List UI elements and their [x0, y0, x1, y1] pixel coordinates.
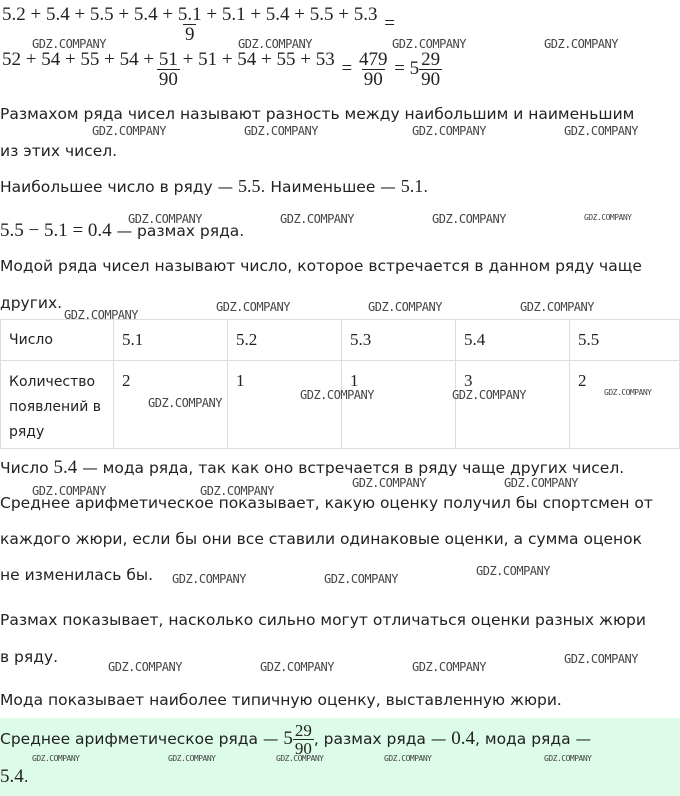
mode-result-text-1: Число [0, 459, 54, 477]
watermark: GDZ.COMPANY [168, 754, 216, 763]
mean-meaning-line-3: не изменилась бы. [0, 566, 154, 584]
answer-text-4: . [23, 768, 29, 786]
watermark: GDZ.COMPANY [108, 660, 182, 674]
watermark: GDZ.COMPANY [604, 388, 652, 397]
table-header-count-line-1: Количество [9, 374, 96, 390]
table-header-count-line-2: появлений в [9, 399, 102, 415]
watermark: GDZ.COMPANY [280, 212, 354, 226]
table-cell-number: 5.2 [228, 320, 342, 361]
mode-result-text-2: — мода ряда, так как оно встречается в ряду чаще других чисел. [77, 459, 625, 477]
mean-integer-numerator: 52 + 54 + 55 + 54 + 51 + 51 + 54 + 55 + 53 [2, 49, 335, 70]
mean-decimal-denominator: 9 [184, 24, 195, 45]
answer-range-value: 0.4 [451, 728, 476, 749]
table-cell-count: 1 [228, 361, 342, 449]
table-cell-count: 1 [342, 361, 456, 449]
watermark: GDZ.COMPANY [384, 754, 432, 763]
table-cell-count: 3 [456, 361, 570, 449]
watermark: GDZ.COMPANY [564, 652, 638, 666]
improper-denominator: 90 [363, 69, 383, 90]
equals-sign: = [394, 57, 405, 79]
mean-decimal-numerator: 5.2 + 5.4 + 5.5 + 5.4 + 5.1 + 5.1 + 5.4 + 5.5 + 5.3 [2, 4, 378, 25]
max-min-text-1: Наибольшее число в ряду — [0, 178, 239, 196]
mean-meaning-line-1: Среднее арифметическое показывает, какую оценку получил бы спортсмен от [0, 494, 653, 512]
mode-meaning-line: Мода показывает наиболее типичную оценку, выставленную жюри. [0, 691, 562, 709]
table-header-count [1, 361, 114, 449]
min-value: 5.1 [400, 176, 424, 196]
answer-mean-numerator: 29 [294, 721, 312, 740]
range-calc-text: — размах ряда. [111, 222, 245, 240]
watermark: GDZ.COMPANY [276, 754, 324, 763]
range-definition-line-1: Размахом ряда чисел называют разность между наибольшим и наименьшим [0, 105, 635, 123]
watermark: GDZ.COMPANY [520, 300, 594, 314]
mode-result-paragraph [0, 457, 624, 479]
watermark: GDZ.COMPANY [216, 300, 290, 314]
watermark: GDZ.COMPANY [504, 476, 578, 490]
range-expression: 5.5 − 5.1 = 0.4 [0, 220, 112, 241]
watermark: GDZ.COMPANY [238, 37, 312, 51]
equation-mean-integer [0, 50, 442, 89]
watermark: GDZ.COMPANY [324, 572, 398, 586]
answer-text-3: , мода ряда — [475, 730, 592, 748]
equals-sign: = [341, 57, 353, 79]
max-min-text-2: . Наименьшее — [260, 178, 401, 196]
watermark: GDZ.COMPANY [32, 37, 106, 51]
range-meaning-line-2: в ряду. [0, 648, 59, 666]
answer-line-2 [0, 766, 29, 788]
mixed-fraction [419, 50, 442, 89]
answer-text-1: Среднее арифметическое ряда — [0, 730, 284, 748]
table-cell-number: 5.3 [342, 320, 456, 361]
watermark: GDZ.COMPANY [544, 37, 618, 51]
watermark: GDZ.COMPANY [148, 396, 222, 410]
range-calc-paragraph [0, 220, 244, 242]
mode-definition-line-1: Модой ряда чисел называют число, которое встречается в данном ряду чаще [0, 257, 642, 275]
mixed-whole: 5 [409, 57, 420, 79]
watermark: GDZ.COMPANY [244, 124, 318, 138]
range-meaning-line-1: Размах показывает, насколько сильно могут отличаться оценки разных жюри [0, 611, 646, 629]
table-row-numbers [1, 320, 680, 361]
watermark: GDZ.COMPANY [584, 213, 632, 222]
max-min-paragraph [0, 176, 428, 197]
table-cell-count: 2 [114, 361, 228, 449]
answer-text-2: , размах ряда — [313, 730, 452, 748]
improper-numerator: 479 [358, 49, 388, 70]
watermark: GDZ.COMPANY [392, 37, 466, 51]
equation-mean-decimal [0, 5, 395, 44]
watermark: GDZ.COMPANY [368, 300, 442, 314]
max-min-text-3: . [423, 178, 429, 196]
mean-meaning-line-2: каждого жюри, если бы они все ставили одинаковые оценки, а сумма оценок [0, 530, 643, 548]
watermark: GDZ.COMPANY [300, 388, 374, 402]
table-cell-number: 5.5 [570, 320, 680, 361]
watermark: GDZ.COMPANY [32, 484, 106, 498]
mean-integer-fraction [0, 50, 337, 89]
table-cell-number: 5.1 [114, 320, 228, 361]
answer-mean-denominator: 90 [294, 739, 312, 758]
answer-block [0, 718, 680, 796]
improper-fraction [357, 50, 390, 89]
mean-decimal-fraction [0, 5, 379, 44]
watermark: GDZ.COMPANY [544, 754, 592, 763]
answer-mean-fraction [293, 722, 314, 757]
watermark: GDZ.COMPANY [200, 484, 274, 498]
range-definition-line-2: из этих чисел. [0, 142, 118, 160]
watermark: GDZ.COMPANY [260, 660, 334, 674]
answer-mode-value: 5.4 [0, 766, 24, 787]
watermark: GDZ.COMPANY [128, 212, 202, 226]
mode-value: 5.4 [53, 457, 78, 478]
watermark: GDZ.COMPANY [172, 572, 246, 586]
watermark: GDZ.COMPANY [32, 754, 80, 763]
watermark: GDZ.COMPANY [452, 388, 526, 402]
table-row-counts [1, 361, 680, 449]
answer-line-1 [0, 722, 591, 757]
table-cell-count: 2 [570, 361, 680, 449]
watermark: GDZ.COMPANY [352, 476, 426, 490]
mixed-numerator: 29 [421, 49, 441, 70]
mean-integer-denominator: 90 [158, 69, 178, 90]
answer-mean-whole: 5 [283, 728, 293, 749]
equals-sign: = [384, 12, 395, 34]
watermark: GDZ.COMPANY [92, 124, 166, 138]
watermark: GDZ.COMPANY [412, 660, 486, 674]
watermark: GDZ.COMPANY [432, 212, 506, 226]
watermark: GDZ.COMPANY [564, 124, 638, 138]
watermark: GDZ.COMPANY [412, 124, 486, 138]
mode-definition-line-2: других. [0, 294, 63, 312]
max-value: 5.5 [238, 176, 261, 196]
watermark: GDZ.COMPANY [64, 308, 138, 322]
mixed-denominator: 90 [421, 69, 441, 90]
watermark: GDZ.COMPANY [476, 564, 550, 578]
table-cell-number: 5.4 [456, 320, 570, 361]
table-header-count-line-3: ряду [9, 424, 45, 440]
frequency-table [0, 319, 680, 449]
table-header-number: Число [1, 320, 114, 361]
